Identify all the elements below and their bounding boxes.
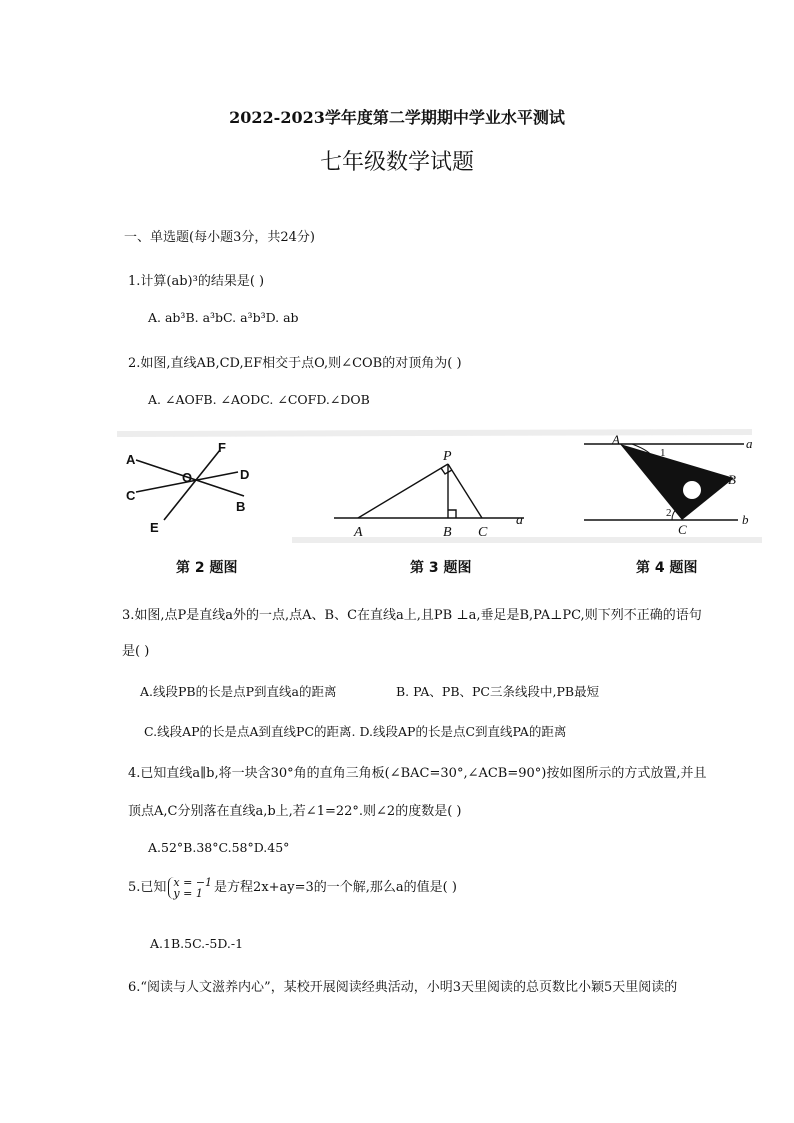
fig2-label-o: O [182, 470, 193, 485]
q2-stem: 2.如图,直线AB,CD,EF相交于点O,则∠COB的对顶角为( ) [128, 356, 462, 371]
q5-stem [128, 876, 457, 899]
q5-prefix: 5.已知 [128, 880, 167, 895]
q5-options: A.1B.5C.-5D.-1 [150, 936, 244, 951]
q3-stem-line1: 3.如图,点P是直线a外的一点,点A、B、C在直线a上,且PB ⊥a,垂足是B,PA⊥PC,则下列不正确的语句 [122, 608, 702, 623]
fig2-label-c: C [126, 488, 136, 503]
q3-option-cd: C.线段AP的长是点A到直线PC的距离. D.线段AP的长是点C到直线PA的距离 [144, 724, 567, 739]
fig2-label-f: F [218, 440, 226, 455]
figures-svg [112, 420, 772, 585]
fig3-label-p: P [443, 449, 452, 464]
q4-stem-line2: 顶点A,C分别落在直线a,b上,若∠1=22°.则∠2的度数是( ) [128, 804, 462, 819]
q3-option-b: B. PA、PB、PC三条线段中,PB最短 [396, 684, 600, 699]
fig4-caption: 第 4 题图 [636, 560, 698, 576]
q4-stem-line1: 4.已知直线a∥b,将一块含30°角的直角三角板(∠BAC=30°,∠ACB=90°)按如图所示的方式放置,并且 [128, 766, 707, 781]
fig3-caption: 第 3 题图 [410, 560, 472, 576]
exam-title: 2022-2023学年度第二学期期中学业水平测试 [229, 108, 565, 127]
right-angle-b [448, 510, 456, 518]
section-heading: 一、单选题(每小题3分，共24分) [124, 230, 315, 245]
fig3-label-c: C [478, 525, 488, 540]
fig4-label-line-a: a [746, 436, 753, 451]
fig4-label-1: 1 [660, 447, 666, 459]
q5-equation-system [168, 877, 212, 899]
fig3-label-b: B [443, 525, 452, 540]
fig3-label-line-a: a [516, 513, 523, 528]
q5-suffix: 是方程2x+ay=3的一个解,那么a的值是( ) [214, 880, 457, 895]
fig3-label-a: A [354, 525, 363, 540]
fig2-caption: 第 2 题图 [176, 560, 238, 576]
fig2-label-a: A [126, 452, 136, 467]
fig2-label-d: D [240, 467, 250, 482]
q2-options: A. ∠AOFB. ∠AODC. ∠COFD.∠DOB [148, 392, 370, 407]
fig4-label-2: 2 [666, 507, 672, 519]
figures-strip [112, 420, 772, 585]
q4-options: A.52°B.38°C.58°D.45° [148, 840, 290, 855]
fig3-diagram [334, 464, 524, 518]
q5-eq2: y = 1 [173, 886, 203, 900]
ruler-hole [683, 481, 701, 499]
q1-stem: 1.计算(ab)³的结果是( ) [128, 274, 265, 289]
fig2-label-b: B [236, 499, 246, 514]
fig4-label-b: B [728, 472, 736, 487]
q3-option-a: A.线段PB的长是点P到直线a的距离 [140, 684, 337, 699]
fig4-label-line-b: b [742, 512, 749, 527]
fig2-label-e: E [150, 520, 159, 535]
q1-options: A. ab³B. a³bC. a³b³D. ab [148, 310, 299, 325]
fig4-label-a: A [612, 432, 620, 447]
segment-pa [358, 464, 448, 518]
subject-title: 七年级数学试题 [319, 150, 474, 175]
fig2-diagram [136, 450, 244, 520]
fig4-label-c: C [678, 522, 687, 537]
q6-stem: 6.“阅读与人文滋养内心”，某校开展阅读经典活动，小明3天里阅读的总页数比小颖5天里阅读的 [128, 980, 678, 995]
q3-stem-line2: 是( ) [122, 644, 150, 659]
q5-eq1: x = −1 [173, 875, 213, 889]
